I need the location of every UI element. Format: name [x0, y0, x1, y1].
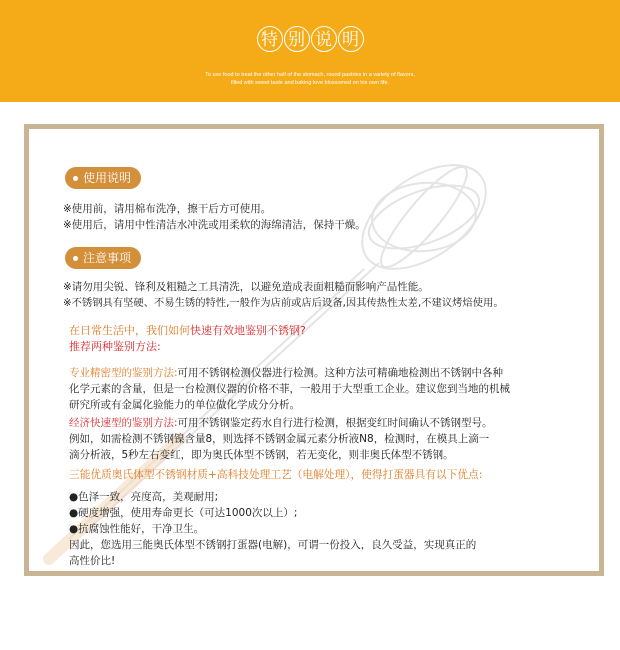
- notes-line-2: ※不锈钢具有坚硬、不易生锈的特性,一般作为店前或店后设备,因其传热性太差,不建议烤焙使用。: [63, 297, 504, 309]
- method2-text: 可用不锈钢鉴定药水自行进行检测，根据变红时间确认不锈钢型号。: [177, 417, 493, 429]
- usage-heading: 使用说明: [83, 171, 132, 185]
- notes-heading: 注意事项: [83, 251, 132, 265]
- tagline-line-1: To use food to treat the other half of the stomach, round pastries in a variety of flavors,: [205, 72, 415, 78]
- method2-label: 经济快速型的鉴别方法:: [69, 417, 178, 429]
- identify-question: [69, 323, 306, 339]
- method1-line-1: [69, 365, 503, 381]
- advantages-closing-2: 高性价比!: [69, 555, 116, 567]
- usage-line-2: ※使用后，请用中性清洁水冲洗或用柔软的海绵清洁，保持干燥。: [63, 219, 366, 231]
- notes-heading-badge: [65, 247, 141, 269]
- bullet-dot-icon: [73, 176, 78, 181]
- method1-line-2: 化学元素的含量，但是一台检测仪器的价格不菲，一般用于大型重工企业。建议您到当地的机械: [69, 383, 510, 395]
- notes-line-1: ※请勿用尖锐、锋利及粗糙之工具清洗，以避免造成表面粗糙而影响产品性能。: [63, 281, 429, 293]
- method1-label: 专业精密型的鉴别方法:: [69, 367, 178, 379]
- title-char: 明: [338, 26, 364, 52]
- method1-text: 可用不锈钢检测仪器进行检测。这种方法可精确地检测出不锈钢中各种: [177, 367, 504, 379]
- instructions-card: [24, 124, 604, 576]
- title-char: 特: [257, 26, 283, 52]
- bullet-dot-icon: [73, 256, 78, 261]
- method2-line-3: 滴分析液，5秒左右变红，即为奥氏体型不锈钢，若无变化，则非奥氏体型不锈钢。: [69, 449, 454, 461]
- title-char: 别: [284, 26, 310, 52]
- identify-question-highlight: 快速有效地鉴别不锈钢?: [190, 324, 306, 337]
- method1-line-3: 研究所或有金属化验能力的单位做化学成分分析。: [69, 399, 300, 411]
- identify-question-lead: 在日常生活中，我们如何: [69, 324, 190, 337]
- advantage-item: ●硬度增强，使用寿命更长（可达1000次以上）;: [69, 507, 298, 519]
- advantage-item: ●抗腐蚀性能好，干净卫生。: [69, 523, 205, 535]
- method2-line-1: [69, 415, 493, 431]
- method2-line-2: 例如，如需检测不锈钢镍含量8，则选择不锈钢金属元素分析液N8，检测时，在模具上滴一: [69, 433, 490, 445]
- advantages-closing-1: 因此，您选用三能奥氏体型不锈钢打蛋器(电解)，可谓一份投入，良久受益，实现真正的: [69, 539, 477, 551]
- usage-line-1: ※使用前，请用棉布洗净，擦干后方可使用。: [63, 203, 272, 215]
- tagline-line-2: filled with sweet taste and baking love blossomed on his own life.: [230, 80, 390, 86]
- page-title: [0, 26, 620, 52]
- title-char: 说: [311, 26, 337, 52]
- header-banner: [0, 0, 620, 102]
- identify-recommend: 推荐两种鉴别方法:: [69, 340, 161, 353]
- usage-heading-badge: [65, 167, 141, 189]
- advantage-item: ●色泽一致，亮度高，美观耐用;: [69, 491, 219, 503]
- advantages-intro: 三能优质奥氏体型不锈钢材质+高科技处理工艺（电解处理），使得打蛋器具有以下优点:: [69, 468, 483, 481]
